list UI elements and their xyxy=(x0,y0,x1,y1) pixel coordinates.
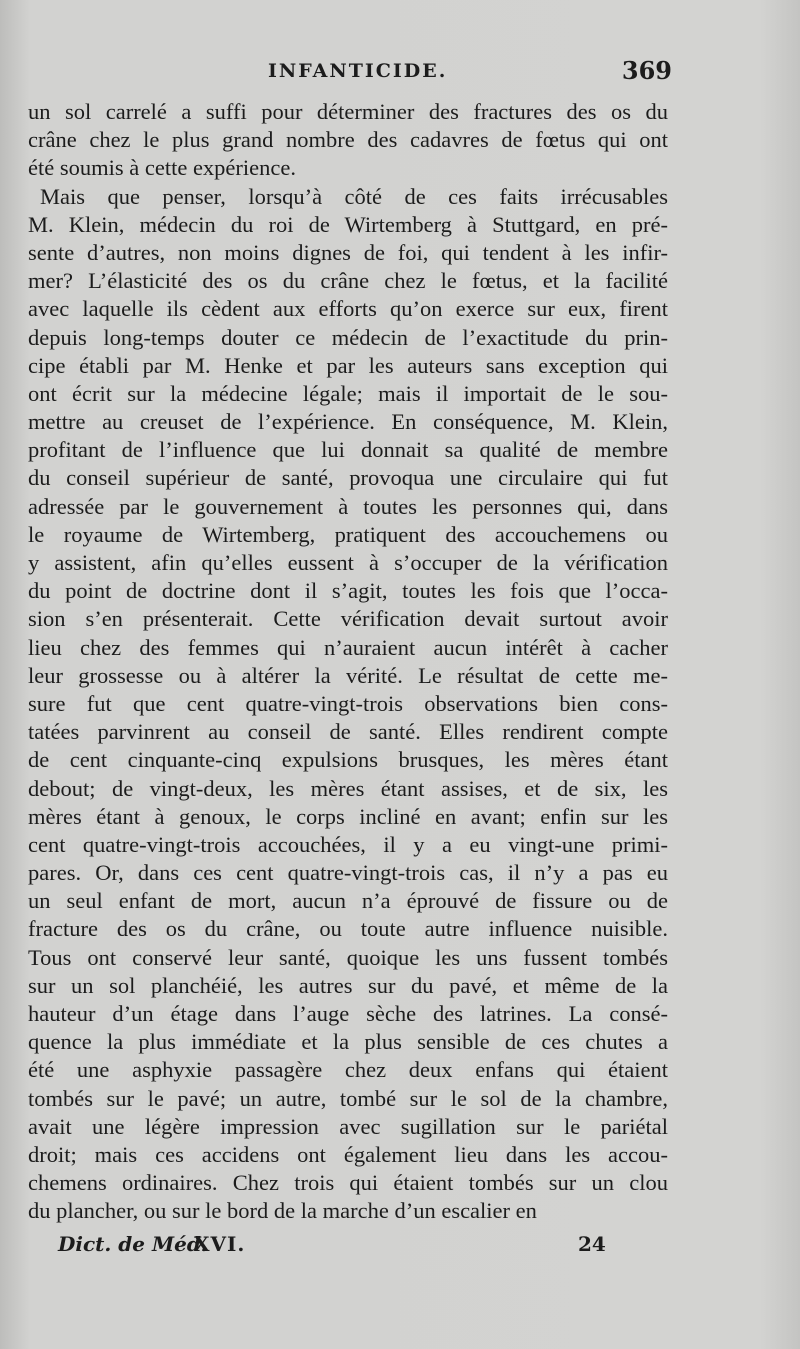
text-line: été soumis à cette expérience. xyxy=(28,155,296,181)
text-line: sure fut que cent quatre-vingt-trois observations bien cons- xyxy=(28,690,668,716)
text-line: quence la plus immédiate et la plus sensible de ces chutes a xyxy=(28,1029,668,1055)
text-line: du conseil supérieur de santé, provoqua une circulaire qui fut xyxy=(28,465,668,491)
text-line: droit; mais ces accidens ont également lieu dans les accou- xyxy=(28,1141,668,1167)
page-footer xyxy=(58,1232,618,1262)
text-line: été une asphyxie passagère chez deux enfans qui étaient xyxy=(28,1057,668,1083)
text-line: ont écrit sur la médecine légale; mais il importait de le sou- xyxy=(28,380,668,406)
text-line: pares. Or, dans ces cent quatre-vingt-trois cas, il n’y a pas eu xyxy=(28,860,668,886)
sheet-number: 24 xyxy=(578,1232,606,1256)
text-line: sente d’autres, non moins dignes de foi, qui tendent à les infir- xyxy=(28,239,668,265)
text-line: sion s’en présenterait. Cette vérification devait surtout avoir xyxy=(28,606,668,632)
volume-number: XVI. xyxy=(194,1232,246,1256)
page-number: 369 xyxy=(621,56,672,85)
text-line: adressée par le gouvernement à toutes les personnes qui, dans xyxy=(28,493,668,519)
text-line: sur un sol planchéié, les autres sur du pavé, et même de la xyxy=(28,972,668,998)
text-line: M. Klein, médecin du roi de Wirtemberg à Stuttgard, en pré- xyxy=(28,211,668,237)
text-line: du point de doctrine dont il s’agit, toutes les fois que l’occa- xyxy=(28,578,668,604)
text-line: mères étant à genoux, le corps incliné en avant; enfin sur les xyxy=(28,803,668,829)
text-line: profitant de l’influence que lui donnait sa qualité de membre xyxy=(28,437,668,463)
text-line: un sol carrelé a suffi pour déterminer des fractures des os du xyxy=(28,99,668,124)
text-line: leur grossesse ou à altérer la vérité. Le résultat de cette me- xyxy=(28,662,668,688)
text-line: lieu chez des femmes qui n’auraient aucun intérêt à cacher xyxy=(28,634,668,660)
text-line: y assistent, afin qu’elles eussent à s’occuper de la vérification xyxy=(28,550,668,575)
text-line: crâne chez le plus grand nombre des cadavres de fœtus qui ont xyxy=(28,127,668,153)
page-header xyxy=(28,56,672,94)
text-line: fracture des os du crâne, ou toute autre influence nuisible. xyxy=(28,916,668,942)
text-line: tombés sur le pavé; un autre, tombé sur le sol de la chambre, xyxy=(28,1085,668,1111)
signature-mark: Dict. de Méd. xyxy=(58,1232,208,1256)
text-line: tatées parvinrent au conseil de santé. Elles rendirent compte xyxy=(28,719,668,745)
text-line: hauteur d’un étage dans l’auge sèche des latrines. La consé- xyxy=(28,1001,668,1026)
body-text xyxy=(28,98,668,1226)
text-line: avait une légère impression avec sugillation sur le pariétal xyxy=(28,1113,668,1139)
text-line: un seul enfant de mort, aucun n’a éprouvé de fissure ou de xyxy=(28,888,668,914)
text-line: avec laquelle ils cèdent aux efforts qu’on exerce sur eux, firent xyxy=(28,296,668,322)
text-line: debout; de vingt-deux, les mères étant assises, et de six, les xyxy=(28,775,668,801)
text-line: mettre au creuset de l’expérience. En conséquence, M. Klein, xyxy=(28,409,668,435)
text-line: le royaume de Wirtemberg, pratiquent des accouchemens ou xyxy=(28,521,668,547)
text-line: Tous ont conservé leur santé, quoique les uns fussent tombés xyxy=(28,944,668,970)
text-line: chemens ordinaires. Chez trois qui étaient tombés sur un clou xyxy=(28,1170,668,1196)
text-line: mer? L’élasticité des os du crâne chez le fœtus, et la facilité xyxy=(28,268,668,294)
text-line: depuis long-temps douter ce médecin de l’exactitude du prin- xyxy=(28,324,668,350)
text-line: cipe établi par M. Henke et par les auteurs sans exception qui xyxy=(28,352,668,378)
text-line: Mais que penser, lorsqu’à côté de ces faits irrécusables xyxy=(40,183,668,209)
text-line: cent quatre-vingt-trois accouchées, il y a eu vingt-une primi- xyxy=(28,831,668,857)
text-line: de cent cinquante-cinq expulsions brusques, les mères étant xyxy=(28,747,668,773)
text-line: du plancher, ou sur le bord de la marche d’un escalier en xyxy=(28,1198,537,1224)
running-title: INFANTICIDE. xyxy=(268,60,448,82)
